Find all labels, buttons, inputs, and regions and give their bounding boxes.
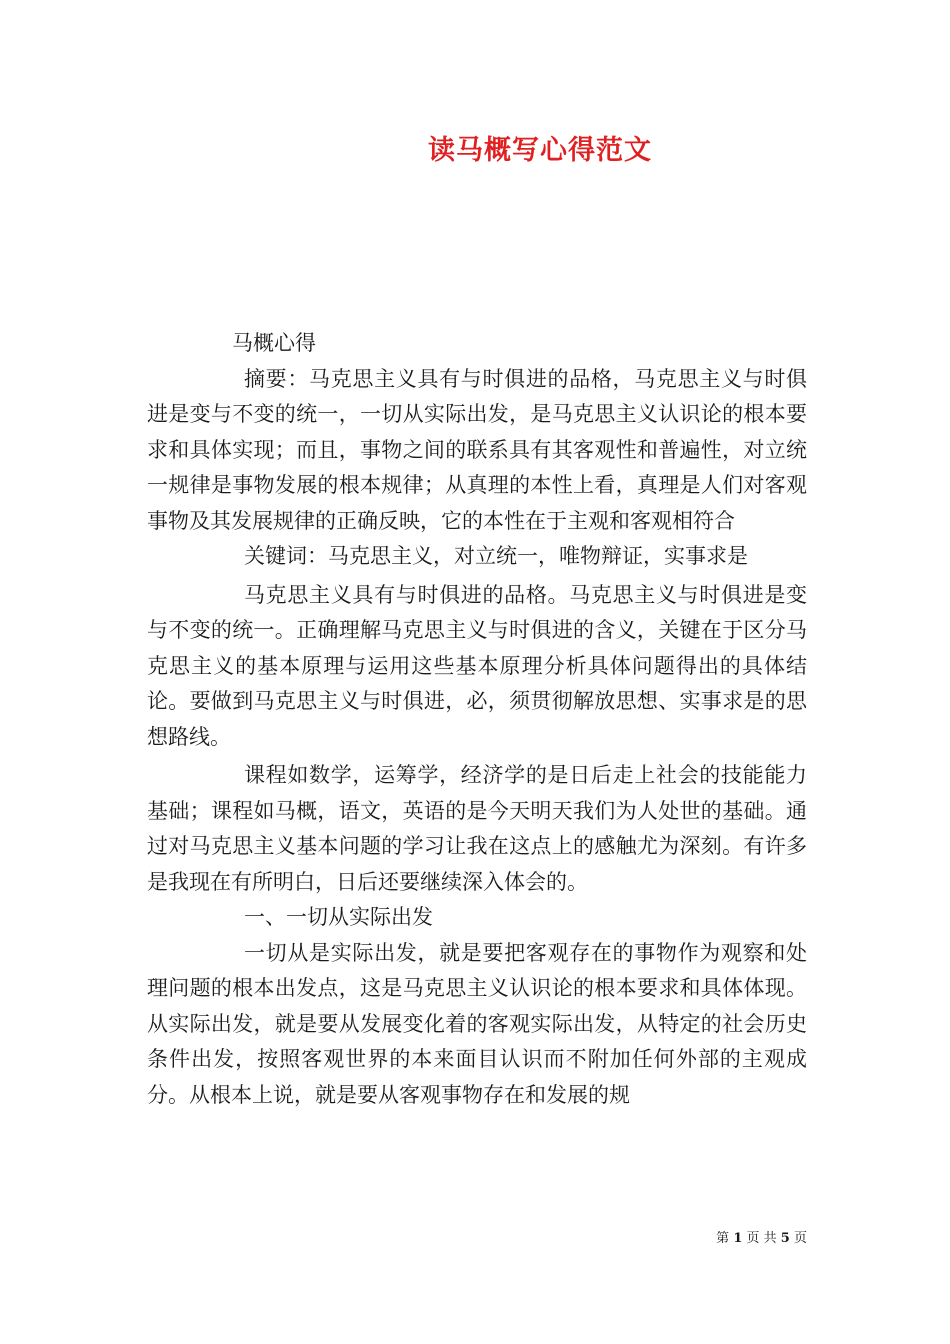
subsection-heading: 一、一切从实际出发 (244, 905, 433, 929)
body-paragraph: 一切从是实际出发，就是要把客观存在的事物作为观察和处理问题的根本出发点，这是马克思主义认识论的根本要求和具体体现。从实际出发，就是要从发展变化着的客观实际出发，从特定的社会历史条件出发，按照客观世界的本来面目认识而不附加任何外部的主观成分。从根本上说，就是要从客观事物存在和发展的规 (147, 940, 807, 1107)
footer-prefix: 第 (716, 1231, 730, 1246)
footer-middle: 页 共 (746, 1231, 777, 1246)
total-pages-number: 5 (780, 1231, 790, 1246)
footer-suffix: 页 (793, 1231, 807, 1246)
document-title: 读马概写心得范文 (428, 135, 652, 166)
section-heading: 马概心得 (232, 331, 316, 355)
current-page-number: 1 (733, 1231, 743, 1246)
page-number-footer (716, 1227, 807, 1246)
document-body (147, 326, 807, 1113)
body-paragraph: 课程如数学，运筹学，经济学的是日后走上社会的技能能力基础；课程如马概，语文，英语的是今天明天我们为人处世的基础。通过对马克思主义基本问题的学习让我在这点上的感触尤为深刻。有许多是我现在有所明白，日后还要继续深入体会的。 (147, 763, 807, 894)
abstract-paragraph: 摘要：马克思主义具有与时俱进的品格，马克思主义与时俱进是变与不变的统一，一切从实际出发，是马克思主义认识论的根本要求和具体实现；而且，事物之间的联系具有其客观性和普遍性，对立统一规律是事物发展的根本规律；从真理的本性上看，真理是人们对客观事物及其发展规律的正确反映，它的本性在于主观和客观相符合 (147, 366, 807, 533)
body-paragraph: 马克思主义具有与时俱进的品格。马克思主义与时俱进是变与不变的统一。正确理解马克思主义与时俱进的含义，关键在于区分马克思主义的基本原理与运用这些基本原理分析具体问题得出的具体结论。要做到马克思主义与时俱进，必，须贯彻解放思想、实事求是的思想路线。 (147, 582, 807, 749)
keywords-paragraph: 关键词：马克思主义，对立统一，唯物辩证，实事求是 (244, 544, 748, 568)
